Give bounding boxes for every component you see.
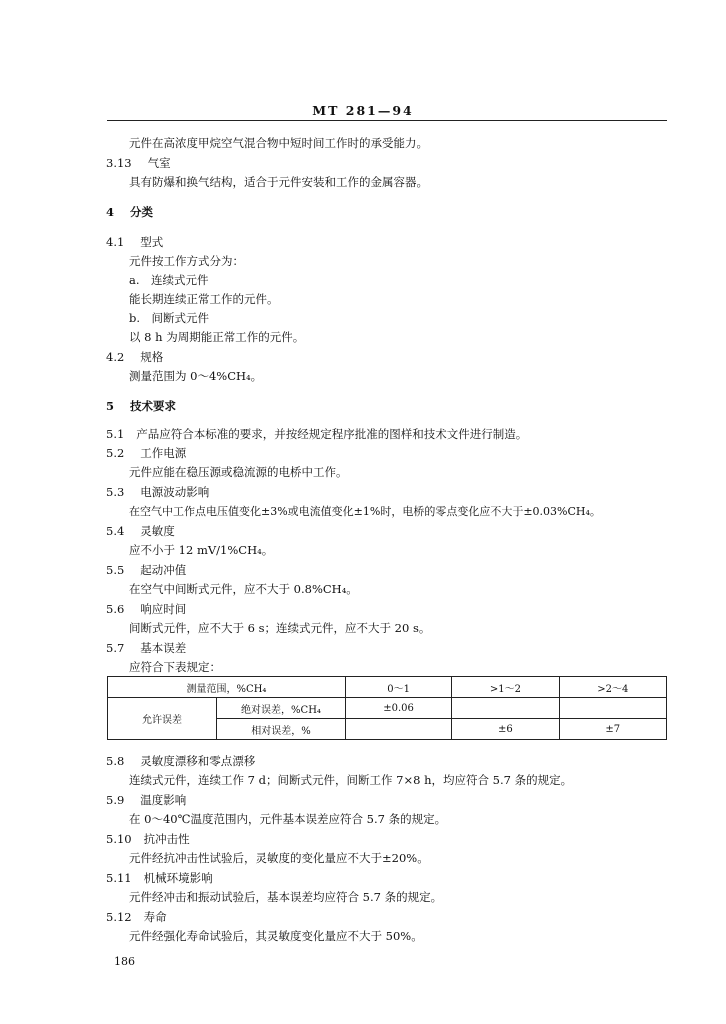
text-line: 测量范围为 0～4%CH₄。 [129,369,263,383]
section-number: 5.6 [106,602,125,616]
table-cell: 绝对误差，%CH₄ [217,698,346,719]
table-cell [452,698,559,719]
section-heading [106,155,171,171]
table-cell: ±6 [452,719,559,740]
section-title: 寿命 [143,910,167,924]
text-line: 以 8 h 为周期能正常工作的元件。 [129,330,305,344]
table-row [108,677,667,698]
section-heading [106,753,255,769]
text-line: 元件按工作方式分为： [129,254,244,268]
section-heading [106,204,153,220]
section-heading [106,398,176,414]
section-title: 分类 [130,205,154,219]
text-line: 在空气中工作点电压值变化±3%或电流值变化±1%时，电桥的零点变化应不大于±0.03%CH₄。 [129,505,601,518]
section-number: 5 [106,399,115,413]
table-cell: ±0.06 [346,698,452,719]
section-heading [106,792,186,808]
section-title: 机械环境影响 [143,871,213,885]
section-number: 3.13 [106,156,132,170]
section-title: 温度影响 [140,793,187,807]
section-number: 5.12 [106,910,132,924]
section-number: 5.9 [106,793,125,807]
text-line: 元件应能在稳压源或稳流源的电桥中工作。 [129,465,348,479]
section-title: 灵敏度漂移和零点漂移 [140,754,256,768]
section-heading [106,426,527,442]
table-cell: 测量范围，%CH₄ [108,677,346,698]
text-line: 应不小于 12 mV/1%CH₄。 [129,543,274,557]
document-header: MT 281—94 [312,103,414,118]
text-line: 元件经强化寿命试验后，其灵敏度变化量应不大于 50%。 [129,929,423,943]
text-line: b. 间断式元件 [129,311,210,325]
section-heading [106,909,167,925]
section-number: 5.2 [106,446,125,460]
section-title: 起动冲值 [140,563,187,577]
section-number: 5.11 [106,871,132,885]
text-line: 能长期连续正常工作的元件。 [129,292,279,306]
header-rule [107,120,667,121]
section-heading [106,640,186,656]
section-number: 5.4 [106,524,125,538]
section-title: 技术要求 [130,399,177,413]
section-title: 响应时间 [140,602,187,616]
table-cell: >1～2 [452,677,559,698]
section-number: 4.2 [106,350,125,364]
section-number: 5.3 [106,485,125,499]
table-cell: 0～1 [346,677,452,698]
section-heading [106,349,163,365]
section-number: 5.1 [106,427,125,441]
table-row [108,698,667,719]
text-line: 应符合下表规定： [129,660,221,674]
section-number: 4.1 [106,235,125,249]
section-number: 5.10 [106,832,132,846]
section-title: 基本误差 [140,641,187,655]
error-spec-table [107,676,667,740]
section-number: 5.7 [106,641,125,655]
section-number: 4 [106,205,115,219]
section-heading [106,484,209,500]
table-cell: 相对误差，% [217,719,346,740]
table-cell [559,698,666,719]
section-title: 型式 [140,235,164,249]
section-number: 5.8 [106,754,125,768]
text-line: 连续式元件，连续工作 7 d；间断式元件，间断工作 7×8 h，均应符合 5.7 条的规定。 [129,773,573,787]
text-line: 在 0～40℃温度范围内，元件基本误差应符合 5.7 条的规定。 [129,812,447,826]
text-line: 元件经抗冲击性试验后，灵敏度的变化量应不大于±20%。 [129,851,429,865]
section-heading [106,831,190,847]
section-title: 规格 [140,350,164,364]
section-title: 灵敏度 [140,524,175,538]
section-title: 气室 [147,156,171,170]
section-number: 5.5 [106,563,125,577]
table-cell: >2～4 [559,677,666,698]
section-heading [106,601,186,617]
text-line: 在空气中间断式元件，应不大于 0.8%CH₄。 [129,582,358,596]
section-heading [106,870,213,886]
table-cell: ±7 [559,719,666,740]
section-heading [106,523,175,539]
table-cell: 允许误差 [108,698,217,740]
text-line: 元件在高浓度甲烷空气混合物中短时间工作时的承受能力。 [129,136,428,150]
section-title: 电源波动影响 [140,485,210,499]
text-line: a. 连续式元件 [129,273,209,287]
section-title: 产品应符合本标准的要求，并按经规定程序批准的图样和技术文件进行制造。 [136,427,528,441]
text-line: 元件经冲击和振动试验后，基本误差均应符合 5.7 条的规定。 [129,890,443,904]
section-heading [106,234,163,250]
section-heading [106,445,186,461]
table-cell [346,719,452,740]
section-title: 工作电源 [140,446,187,460]
section-heading [106,562,186,578]
text-line: 具有防爆和换气结构，适合于元件安装和工作的金属容器。 [129,175,428,189]
text-line: 间断式元件，应不大于 6 s；连续式元件，应不大于 20 s。 [129,621,431,635]
section-title: 抗冲击性 [143,832,190,846]
page-number: 186 [114,955,135,968]
